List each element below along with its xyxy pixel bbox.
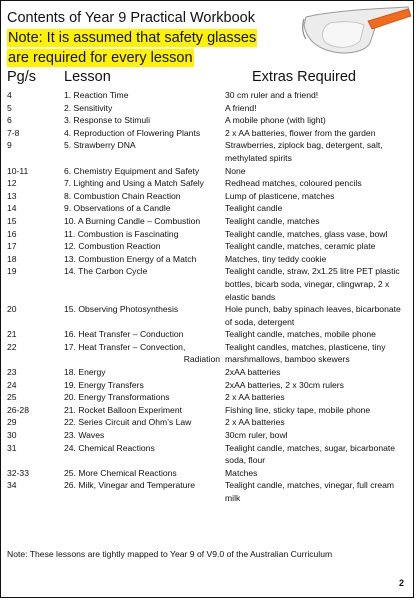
row-lesson-title: 22. Series Circuit and Ohm’s Law <box>64 417 192 428</box>
table-row <box>7 479 409 504</box>
row-lesson <box>64 467 222 480</box>
row-lesson <box>64 303 222 316</box>
row-extras: Tealight candles, matches, plasticene, tiny marshmallows, bamboo skewers <box>225 341 386 365</box>
row-pages: 31 <box>7 442 17 453</box>
row-pages: 5 <box>7 102 12 113</box>
row-extras: Tealight candle, matches <box>225 215 320 226</box>
row-lesson-title: 14. The Carbon Cycle <box>64 266 148 277</box>
table-row <box>7 416 409 429</box>
row-extras: Tealight candle, straw, 2x1.25 litre PET plastic bottles, bicarb soda, vinegar, clingwrap, 2 x elastic bands <box>225 266 400 302</box>
table-row <box>7 341 409 366</box>
row-lesson-title: 21. Rocket Balloon Experiment <box>64 404 182 415</box>
row-pages: 32-33 <box>7 467 29 478</box>
row-lesson-title: 7. Lighting and Using a Match Safely <box>64 178 204 189</box>
table-row <box>7 253 409 266</box>
table-row <box>7 202 409 215</box>
row-lesson <box>64 228 222 241</box>
table-row <box>7 114 409 127</box>
row-lesson-continuation: Radiation <box>183 354 220 365</box>
row-lesson-title: 16. Heat Transfer – Conduction <box>64 329 184 340</box>
row-pages: 9 <box>7 140 12 151</box>
table-row <box>7 177 409 190</box>
row-pages: 18 <box>7 253 17 264</box>
row-lesson <box>64 89 222 102</box>
row-lesson-title: 17. Heat Transfer – Convection, <box>64 341 186 352</box>
row-lesson-title: 25. More Chemical Reactions <box>64 467 177 478</box>
page-title: Contents of Year 9 Practical Workbook <box>7 10 255 26</box>
row-lesson-title: 18. Energy <box>64 367 106 378</box>
safety-glasses-icon <box>300 3 412 57</box>
row-pages: 4 <box>7 90 12 100</box>
row-extras: 30cm ruler, bowl <box>225 430 288 441</box>
row-lesson-title: 2. Sensitivity <box>64 102 113 113</box>
row-pages: 30 <box>7 430 17 441</box>
table-row <box>7 89 409 102</box>
row-lesson-title: 11. Combustion is Fascinating <box>64 228 179 239</box>
row-pages: 15 <box>7 215 17 226</box>
table-row <box>7 303 409 328</box>
row-extras: Tealight candle, matches, mobile phone <box>225 329 376 340</box>
row-pages: 23 <box>7 367 17 378</box>
row-lesson-title: 26. Milk, Vinegar and Temperature <box>64 480 196 491</box>
table-row <box>7 265 409 303</box>
row-pages: 26-28 <box>7 404 29 415</box>
row-extras: 2 x AA batteries <box>225 392 285 403</box>
table-row <box>7 467 409 480</box>
row-lesson <box>64 366 222 379</box>
row-pages: 14 <box>7 203 17 214</box>
row-extras: A friend! <box>225 102 257 113</box>
table-row <box>7 442 409 467</box>
table-row <box>7 190 409 203</box>
row-pages: 17 <box>7 241 17 252</box>
row-pages: 10-11 <box>7 165 29 176</box>
row-lesson <box>64 215 222 228</box>
row-extras: 30 cm ruler and a friend! <box>225 90 319 100</box>
row-lesson-title: 9. Observations of a Candle <box>64 203 171 214</box>
table-row <box>7 391 409 404</box>
row-pages: 34 <box>7 480 17 491</box>
row-lesson-title: 20. Energy Transformations <box>64 392 170 403</box>
row-extras: Tealight candle, matches, ceramic plate <box>225 241 376 252</box>
header-extras: Extras Required <box>252 69 356 85</box>
row-lesson <box>64 114 222 127</box>
row-pages: 22 <box>7 341 17 352</box>
row-pages: 13 <box>7 190 17 201</box>
row-lesson <box>64 328 222 341</box>
row-extras: Lump of plasticene, matches <box>225 190 335 201</box>
page-number: 2 <box>398 578 404 588</box>
row-extras: A mobile phone (with light) <box>225 115 326 126</box>
row-lesson <box>64 190 222 203</box>
row-extras: Tealight candle, matches, vinegar, full cream milk <box>225 480 395 503</box>
row-lesson-title: 10. A Burning Candle – Combustion <box>64 215 201 226</box>
safety-note-line-2: are required for every lesson <box>8 50 193 66</box>
row-extras: 2 x AA batteries, flower from the garden <box>225 127 376 138</box>
row-lesson <box>64 404 222 417</box>
row-pages: 25 <box>7 392 17 403</box>
row-extras: Matches <box>225 467 258 478</box>
row-pages: 29 <box>7 417 17 428</box>
row-extras: 2xAA batteries <box>225 367 281 378</box>
row-lesson-title: 1. Reaction Time <box>64 90 129 100</box>
row-lesson <box>64 391 222 404</box>
row-extras: Hole punch, baby spinach leaves, bicarbonate of soda, detergent <box>225 304 401 327</box>
row-lesson-title: 4. Reproduction of Flowering Plants <box>64 127 201 138</box>
table-row <box>7 228 409 241</box>
table-row <box>7 240 409 253</box>
table-row <box>7 379 409 392</box>
row-lesson <box>64 202 222 215</box>
row-lesson <box>64 429 222 442</box>
row-lesson-title: 6. Chemistry Equipment and Safety <box>64 165 200 176</box>
row-pages: 20 <box>7 304 17 315</box>
row-lesson <box>64 479 222 492</box>
table-row <box>7 429 409 442</box>
row-pages: 6 <box>7 115 12 126</box>
row-lesson-title: 3. Response to Stimuli <box>64 115 150 126</box>
row-pages: 24 <box>7 379 17 390</box>
contents-table <box>7 89 409 505</box>
row-lesson <box>64 165 222 178</box>
row-lesson <box>64 240 222 253</box>
table-row <box>7 404 409 417</box>
row-extras: Fishing line, sticky tape, mobile phone <box>225 404 371 415</box>
table-row <box>7 127 409 140</box>
row-lesson <box>64 139 222 152</box>
row-lesson-title: 15. Observing Photosynthesis <box>64 304 179 315</box>
row-pages: 19 <box>7 266 17 277</box>
row-extras: None <box>225 165 246 176</box>
table-row <box>7 215 409 228</box>
row-lesson-title: 12. Combustion Reaction <box>64 241 161 252</box>
row-extras: Strawberries, ziplock bag, detergent, salt, methylated spirits <box>225 140 383 163</box>
row-pages: 16 <box>7 228 17 239</box>
table-row <box>7 102 409 115</box>
row-extras: 2 x AA batteries <box>225 417 285 428</box>
row-pages: 21 <box>7 329 17 340</box>
row-lesson <box>64 127 222 140</box>
row-lesson-title: 24. Chemical Reactions <box>64 442 155 453</box>
table-row <box>7 139 409 164</box>
row-lesson <box>64 177 222 190</box>
row-lesson-title: 23. Waves <box>64 430 105 441</box>
row-lesson-title: 19. Energy Transfers <box>64 379 144 390</box>
safety-note-line-1: Note: It is assumed that safety glasses <box>8 30 257 46</box>
header-pages: Pg/s <box>7 69 37 85</box>
row-extras: Tealight candle <box>225 203 283 214</box>
row-extras: Redhead matches, coloured pencils <box>225 178 362 189</box>
row-extras: Matches, tiny teddy cookie <box>225 253 327 264</box>
row-lesson-title: 8. Combustion Chain Reaction <box>64 190 181 201</box>
row-lesson-title: 5. Strawberry DNA <box>64 140 136 151</box>
row-lesson <box>64 341 222 366</box>
header-lesson: Lesson <box>64 69 111 85</box>
table-row <box>7 328 409 341</box>
row-lesson <box>64 253 222 266</box>
row-lesson <box>64 102 222 115</box>
row-lesson <box>64 416 222 429</box>
row-lesson-title: 13. Combustion Energy of a Match <box>64 253 197 264</box>
row-extras: 2xAA batteries, 2 x 30cm rulers <box>225 379 344 390</box>
row-lesson <box>64 265 222 278</box>
row-extras: Tealight candle, matches, glass vase, bowl <box>225 228 388 239</box>
row-pages: 7-8 <box>7 127 20 138</box>
row-lesson <box>64 442 222 455</box>
row-extras: Tealight candle, matches, sugar, bicarbonate soda, flour <box>225 442 396 466</box>
curriculum-footnote: Note: These lessons are tightly mapped to Year 9 of V9.0 of the Australian Curriculum <box>7 549 333 559</box>
table-row <box>7 165 409 178</box>
table-row <box>7 366 409 379</box>
row-lesson <box>64 379 222 392</box>
row-pages: 12 <box>7 178 17 189</box>
